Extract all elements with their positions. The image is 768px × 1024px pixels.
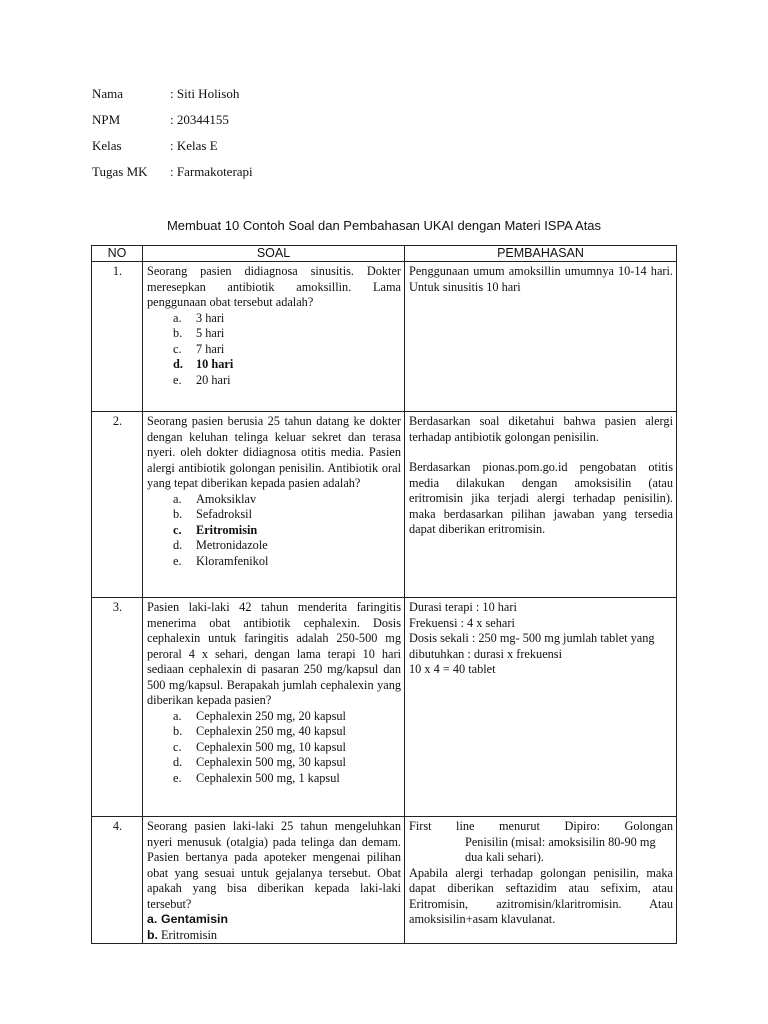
option-mark: a.: [147, 912, 158, 926]
option-item: [173, 326, 401, 342]
explanation-text: Penisilin (misal: amoksisilin 80-90 mg dua kali sehari).: [465, 834, 656, 864]
question-text: Pasien laki-laki 42 tahun menderita faringitis menerima obat antibiotik cephalexin. Dosis cephalexin untuk faringitis adalah 250-500 mg peroral 4 x sehari, dengan lama terapi 10 hari sediaan cephalexin di pasaran 250 mg/kapsul dan 500 mg/kapsul. Berapakah jumlah cephalexin yang diberikan kepada pasien?: [147, 600, 401, 707]
info-label: NPM: [92, 112, 121, 127]
correct-option-item: [147, 912, 401, 928]
option-mark: c.: [173, 522, 182, 537]
table-header-row: [92, 246, 677, 262]
info-row-kelas: [92, 138, 253, 164]
option-text: 20 hari: [196, 372, 231, 387]
option-text: Cephalexin 500 mg, 1 kapsul: [196, 770, 340, 785]
explanation-text: 10 x 4 = 40 tablet: [409, 662, 496, 676]
option-mark: e.: [173, 770, 182, 785]
info-row-nama: [92, 86, 253, 112]
option-mark: d.: [173, 538, 183, 552]
option-item: [173, 373, 401, 389]
question-table: [91, 245, 677, 944]
explanation-text: First line menurut Dipiro: Golongan: [409, 819, 673, 833]
table-row: [92, 412, 677, 598]
explanation-cell: [405, 817, 677, 944]
explanation-text: Apabila alergi terhadap golongan penisilin, maka dapat diberikan seftazidim atau sefixim, atau Eritromisin, azitromisin/klaritromisin. Atau amoksisilin+asam klavulanat.: [409, 865, 673, 926]
paragraph-gap: [409, 445, 673, 460]
option-mark: a.: [173, 310, 182, 325]
explanation-cell: [405, 262, 677, 412]
explanation-cell: [405, 412, 677, 598]
explanation-text: Durasi terapi : 10 hari: [409, 600, 517, 614]
info-label: Kelas: [92, 138, 122, 153]
explanation-text: Berdasarkan soal diketahui bahwa pasien alergi terhadap antibiotik golongan penisilin.: [409, 414, 673, 444]
correct-option-item: [173, 523, 401, 539]
option-mark: d.: [173, 755, 183, 769]
question-cell: [143, 817, 405, 944]
option-mark: e.: [173, 553, 182, 568]
info-row-tugas: [92, 164, 253, 190]
option-text: Cephalexin 500 mg, 30 kapsul: [196, 755, 346, 769]
option-text: Eritromisin: [161, 927, 218, 942]
option-mark: d.: [173, 357, 183, 371]
option-item: [173, 709, 401, 725]
answer-options: [147, 492, 401, 570]
info-row-npm: [92, 112, 253, 138]
info-label: Nama: [92, 86, 124, 101]
row-number: 3.: [92, 598, 143, 817]
question-cell: [143, 412, 405, 598]
row-number: 1.: [92, 262, 143, 412]
option-item: [173, 771, 401, 787]
header-no: NO: [92, 246, 143, 262]
option-mark: c.: [173, 341, 182, 356]
option-mark: b.: [173, 724, 183, 738]
table-row: [92, 598, 677, 817]
option-item: [147, 928, 401, 944]
explanation-text: Frekuensi : 4 x sehari: [409, 615, 515, 630]
document-title: Membuat 10 Contoh Soal dan Pembahasan UKAI dengan Materi ISPA Atas: [166, 218, 602, 233]
option-text: Sefadroksil: [196, 507, 253, 521]
option-item: [173, 538, 401, 554]
table-row: [92, 817, 677, 944]
option-text: 7 hari: [196, 341, 225, 356]
option-text: Cephalexin 500 mg, 10 kapsul: [196, 739, 346, 754]
question-text: Seorang pasien laki-laki 25 tahun mengeluhkan nyeri menusuk (otalgia) pada telinga dan demam. Pasien bertanya pada apoteker mengenai pilihan obat yang sesuai untuk gejalanya tersebut. Obat apakah yang bisa diberikan kepada laki-laki tersebut?: [147, 819, 401, 911]
answer-options: [147, 709, 401, 787]
question-text: Seorang pasien berusia 25 tahun datang ke dokter dengan keluhan telinga keluar sekret dan terasa nyeri. oleh dokter didiagnosa otitis media. Pasien alergi antibiotik golongan penisilin. Antibiotik oral yang tepat diberikan kepada pasien adalah?: [147, 414, 401, 490]
info-value: : Siti Holisoh: [170, 86, 240, 101]
question-cell: [143, 598, 405, 817]
option-mark: a.: [173, 708, 182, 723]
info-label: Tugas MK: [92, 164, 148, 179]
question-cell: [143, 262, 405, 412]
option-text: Eritromisin: [196, 522, 258, 537]
table-row: [92, 262, 677, 412]
option-mark: b.: [147, 927, 158, 942]
option-text: Metronidazole: [196, 538, 268, 552]
option-item: [173, 755, 401, 771]
option-text: Amoksiklav: [196, 491, 257, 506]
answer-options: [147, 311, 401, 389]
row-number: 2.: [92, 412, 143, 598]
option-item: [173, 311, 401, 327]
option-text: 3 hari: [196, 310, 225, 325]
student-info: [92, 86, 253, 190]
explanation-text: Dosis sekali : 250 mg- 500 mg jumlah tablet yang dibutuhkan : durasi x frekuensi: [409, 631, 655, 661]
option-item: [173, 492, 401, 508]
option-text: Gentamisin: [161, 912, 228, 926]
option-mark: c.: [173, 739, 182, 754]
row-number: 4.: [92, 817, 143, 944]
option-item: [173, 507, 401, 523]
option-text: Cephalexin 250 mg, 40 kapsul: [196, 724, 346, 738]
correct-option-item: [173, 357, 401, 373]
option-text: Cephalexin 250 mg, 20 kapsul: [196, 708, 346, 723]
option-item: [173, 740, 401, 756]
option-item: [173, 554, 401, 570]
option-item: [173, 342, 401, 358]
option-mark: b.: [173, 326, 183, 340]
option-text: Kloramfenikol: [196, 553, 269, 568]
info-value: : Kelas E: [170, 138, 218, 153]
option-item: [173, 724, 401, 740]
option-mark: e.: [173, 372, 182, 387]
answer-options: [147, 912, 401, 943]
option-text: 10 hari: [196, 357, 234, 371]
option-text: 5 hari: [196, 326, 225, 340]
option-mark: a.: [173, 491, 182, 506]
info-value: : Farmakoterapi: [170, 164, 253, 179]
explanation-cell: [405, 598, 677, 817]
option-mark: b.: [173, 507, 183, 521]
question-text: Seorang pasien didiagnosa sinusitis. Dokter meresepkan antibiotik amoksillin. Lama penggunaan obat tersebut adalah?: [147, 264, 401, 309]
header-pembahasan: PEMBAHASAN: [405, 246, 677, 262]
info-value: : 20344155: [170, 112, 229, 127]
header-soal: SOAL: [143, 246, 405, 262]
explanation-text: Penggunaan umum amoksillin umumnya 10-14 hari. Untuk sinusitis 10 hari: [409, 264, 673, 294]
explanation-text: Berdasarkan pionas.pom.go.id pengobatan otitis media dilakukan dengan amoksisilin (atau eritromisin jika terjadi alergi terhadap penisilin). maka berdasarkan pilihan jawaban yang tersedia dapat diberikan eritromisin.: [409, 460, 673, 536]
